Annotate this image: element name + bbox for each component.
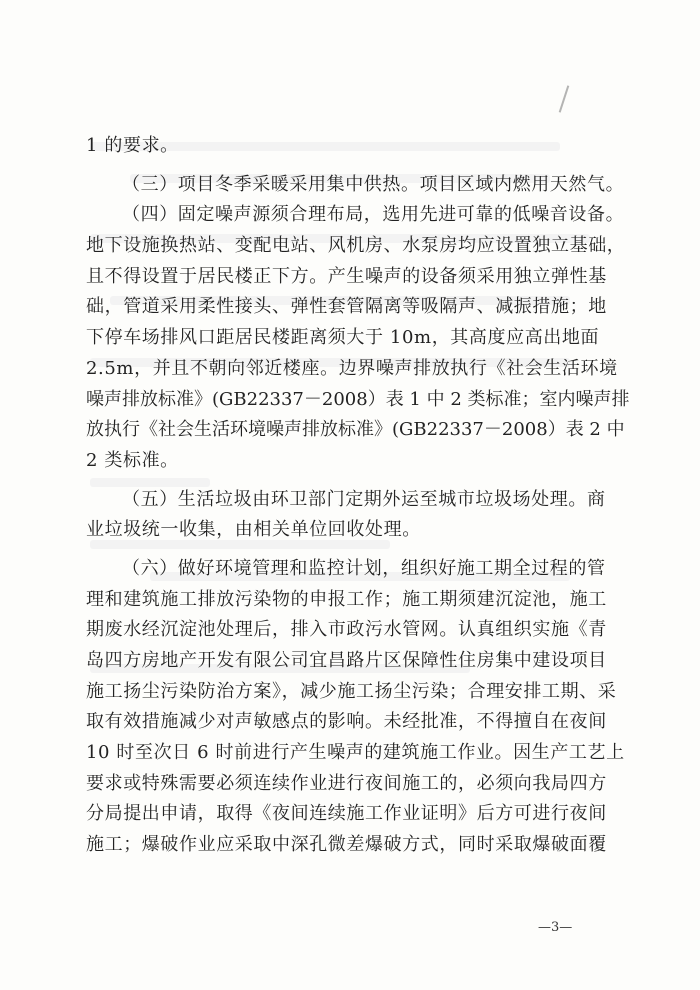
text-line: 10 时至次日 6 时前进行产生噪声的建筑施工作业。因生产工艺上: [86, 742, 625, 764]
text-line: 要求或特殊需要必须连续作业进行夜间施工的，必须向我局四方: [86, 772, 607, 794]
page-number: —3—: [538, 920, 573, 935]
text-line: （四）固定噪声源须合理布局，选用先进可靠的低噪音设备。: [122, 204, 625, 226]
text-line: 放执行《社会生活环境噪声排放标准》(GB22337－2008）表 2 中: [86, 419, 625, 441]
text-line: 分局提出申请，取得《夜间连续施工作业证明》后方可进行夜间: [86, 803, 607, 825]
text-line: 施工；爆破作业应采取中深孔微差爆破方式，同时采取爆破面覆: [86, 834, 607, 856]
pen-stroke-mark: [559, 85, 570, 112]
text-line: 期废水经沉淀池处理后，排入市政污水管网。认真组织实施《青: [86, 619, 607, 641]
text-line: 噪声排放标准》(GB22337－2008）表 1 中 2 类标准；室内噪声排: [86, 388, 630, 410]
text-line: （六）做好环境管理和监控计划，组织好施工期全过程的管: [122, 557, 606, 579]
text-line: 1 的要求。: [86, 135, 179, 156]
body-text: [86, 131, 630, 861]
text-line: 且不得设置于居民楼正下方。产生噪声的设备须采用独立弹性基: [86, 265, 607, 287]
text-line: （五）生活垃圾由环卫部门定期外运至城市垃圾场处理。商: [122, 488, 606, 510]
text-line: 业垃圾统一收集，由相关单位回收处理。: [86, 519, 421, 541]
text-line: 地下设施换热站、变配电站、风机房、水泵房均应设置独立基础，: [86, 235, 626, 257]
text-line: 础，管道采用柔性接头、弹性套管隔离等吸隔声、减振措施；地: [86, 296, 607, 318]
text-line: 取有效措施减少对声敏感点的影响。未经批准，不得擅自在夜间: [86, 711, 607, 733]
text-line: 施工扬尘污染防治方案》，减少施工扬尘污染；合理安排工期、采: [86, 680, 617, 702]
text-line: 下停车场排风口距居民楼距离须大于 10m，其高度应高出地面: [86, 327, 600, 349]
text-line: 岛四方房地产开发有限公司宜昌路片区保障性住房集中建设项目: [86, 650, 607, 671]
text-line: 理和建筑施工排放污染物的申报工作；施工期须建沉淀池，施工: [86, 588, 607, 610]
text-line: （三）项目冬季采暖采用集中供热。项目区域内燃用天然气。: [122, 173, 625, 195]
text-line: 2 类标准。: [86, 449, 179, 471]
text-line: 2.5m，并且不朝向邻近楼座。边界噪声排放执行《社会生活环境: [86, 357, 618, 379]
